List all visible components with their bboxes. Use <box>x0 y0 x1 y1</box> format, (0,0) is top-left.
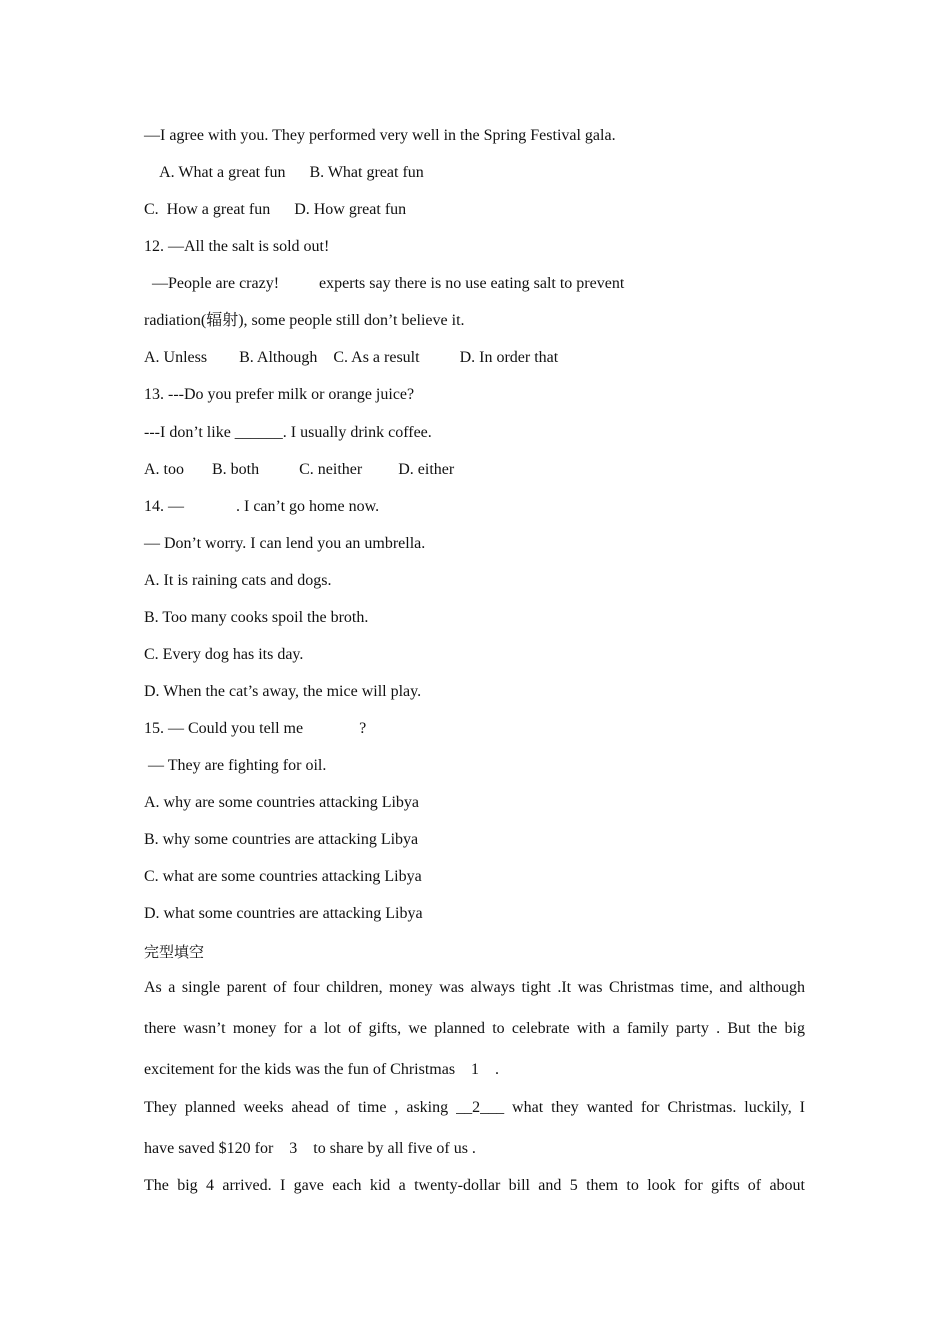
q12-options: A. Unless B. Although C. As a result D. In order that <box>144 349 559 366</box>
cloze-p1-line1: As a single parent of four children, money was always tight .It was Christmas time, and although <box>144 979 805 996</box>
q11-options-ab: A. What a great fun B. What great fun <box>144 164 424 181</box>
q11-options-cd: C. How a great fun D. How great fun <box>144 201 407 218</box>
q12-line2: —People are crazy! experts say there is no use eating salt to prevent <box>144 275 625 292</box>
q15-option-a: A. why are some countries attacking Libya <box>144 794 420 811</box>
q15-option-d: D. what some countries are attacking Libya <box>144 905 423 922</box>
cloze-p1-line3: excitement for the kids was the fun of Christmas 1 . <box>144 1061 500 1078</box>
q15-option-b: B. why some countries are attacking Libya <box>144 831 419 848</box>
q13-line2: ---I don’t like ______. I usually drink coffee. <box>144 424 432 441</box>
q11-reply: —I agree with you. They performed very well in the Spring Festival gala. <box>144 127 616 144</box>
q15-option-c: C. what are some countries attacking Libya <box>144 868 422 885</box>
cloze-p2-line1: They planned weeks ahead of time , asking __2___ what they wanted for Christmas. luckily, I <box>144 1099 805 1116</box>
q14-option-a: A. It is raining cats and dogs. <box>144 572 332 589</box>
q15-stem: 15. — Could you tell me ? <box>144 720 367 737</box>
q14-stem: 14. — . I can’t go home now. <box>144 498 380 515</box>
cloze-p2-line2: have saved $120 for 3 to share by all five of us . <box>144 1140 476 1157</box>
q14-option-d: D. When the cat’s away, the mice will play. <box>144 683 422 700</box>
q14-option-b: B. Too many cooks spoil the broth. <box>144 609 369 626</box>
cloze-p3-line1: The big 4 arrived. I gave each kid a twenty-dollar bill and 5 them to look for gifts of about <box>144 1177 805 1194</box>
q14-option-c: C. Every dog has its day. <box>144 646 304 663</box>
cloze-heading: 完型填空 <box>144 943 205 961</box>
q14-line2: — Don’t worry. I can lend you an umbrella. <box>144 535 426 552</box>
cloze-p1-line2: there wasn’t money for a lot of gifts, we planned to celebrate with a family party . But the big <box>144 1020 805 1037</box>
q12-line3: radiation(辐射), some people still don’t believe it. <box>144 312 465 329</box>
q12-stem: 12. —All the salt is sold out! <box>144 238 330 255</box>
q13-stem: 13. ---Do you prefer milk or orange juice? <box>144 386 415 403</box>
q13-options: A. too B. both C. neither D. either <box>144 461 455 478</box>
q15-line2: — They are fighting for oil. <box>144 757 327 774</box>
